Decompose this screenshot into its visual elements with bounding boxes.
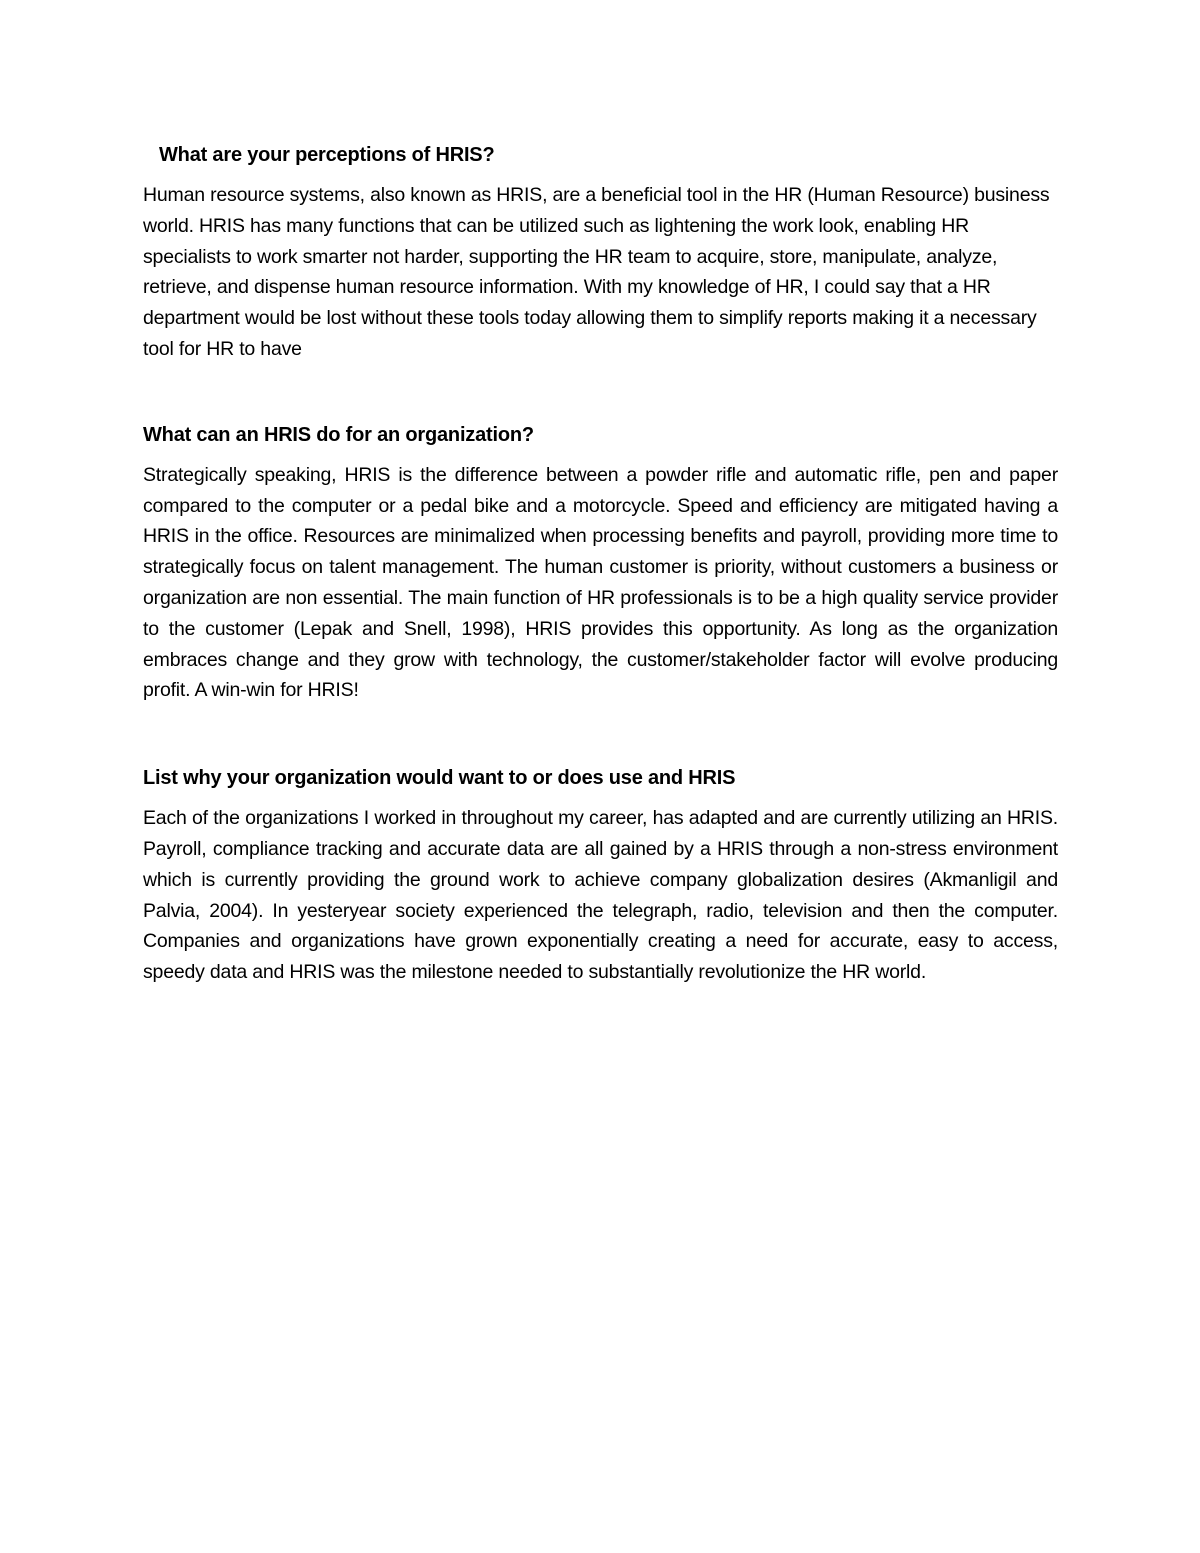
section-why-use-hris xyxy=(143,763,1058,988)
section-heading: What are your perceptions of HRIS? xyxy=(159,144,495,166)
spacer xyxy=(143,706,1058,763)
spacer xyxy=(143,365,1058,420)
section-paragraph: Strategically speaking, HRIS is the difference between a powder rifle and automatic rifle, pen and paper compared to the computer or a pedal bike and a motorcycle. Speed and efficiency are mitigated having a HRIS in the office. Resources are minimalized when processing benefits and payroll, providing more time to strategically focus on talent management. The human customer is priority, without customers a business or organization are non essential. The main function of HR professionals is to be a high quality service provider to the customer (Lepak and Snell, 1998), HRIS provides this opportunity. As long as the organization embraces change and they grow with technology, the customer/stakeholder factor will evolve producing profit. A win-win for HRIS! xyxy=(143,463,1058,702)
section-paragraph: Each of the organizations I worked in throughout my career, has adapted and are currently utilizing an HRIS. Payroll, compliance tracking and accurate data are all gained by a HRIS through a non-stress environment which is currently providing the ground work to achieve company globalization desires (Akmanligil and Palvia, 2004). In yesteryear society experienced the telegraph, radio, television and then the computer. Companies and organizations have grown exponentially creating a need for accurate, easy to access, speedy data and HRIS was the milestone needed to substantially revolutionize the HR world. xyxy=(143,807,1058,984)
section-heading: What can an HRIS do for an organization? xyxy=(143,423,534,446)
section-perceptions xyxy=(143,140,1058,365)
document-content xyxy=(143,140,1058,988)
section-heading: List why your organization would want to or does use and HRIS xyxy=(143,767,736,790)
section-organization-benefits xyxy=(143,420,1058,706)
section-paragraph: Human resource systems, also known as HRIS, are a beneficial tool in the HR (Human Resource) business world. HRIS has many functions that can be utilized such as lightening the work look, enabling HR specialists to work smarter not harder, supporting the HR team to acquire, store, manipulate, analyze, retrieve, and dispense human resource information. With my knowledge of HR, I could say that a HR department would be lost without these tools today allowing them to simplify reports making it a necessary tool for HR to have xyxy=(143,184,1050,360)
